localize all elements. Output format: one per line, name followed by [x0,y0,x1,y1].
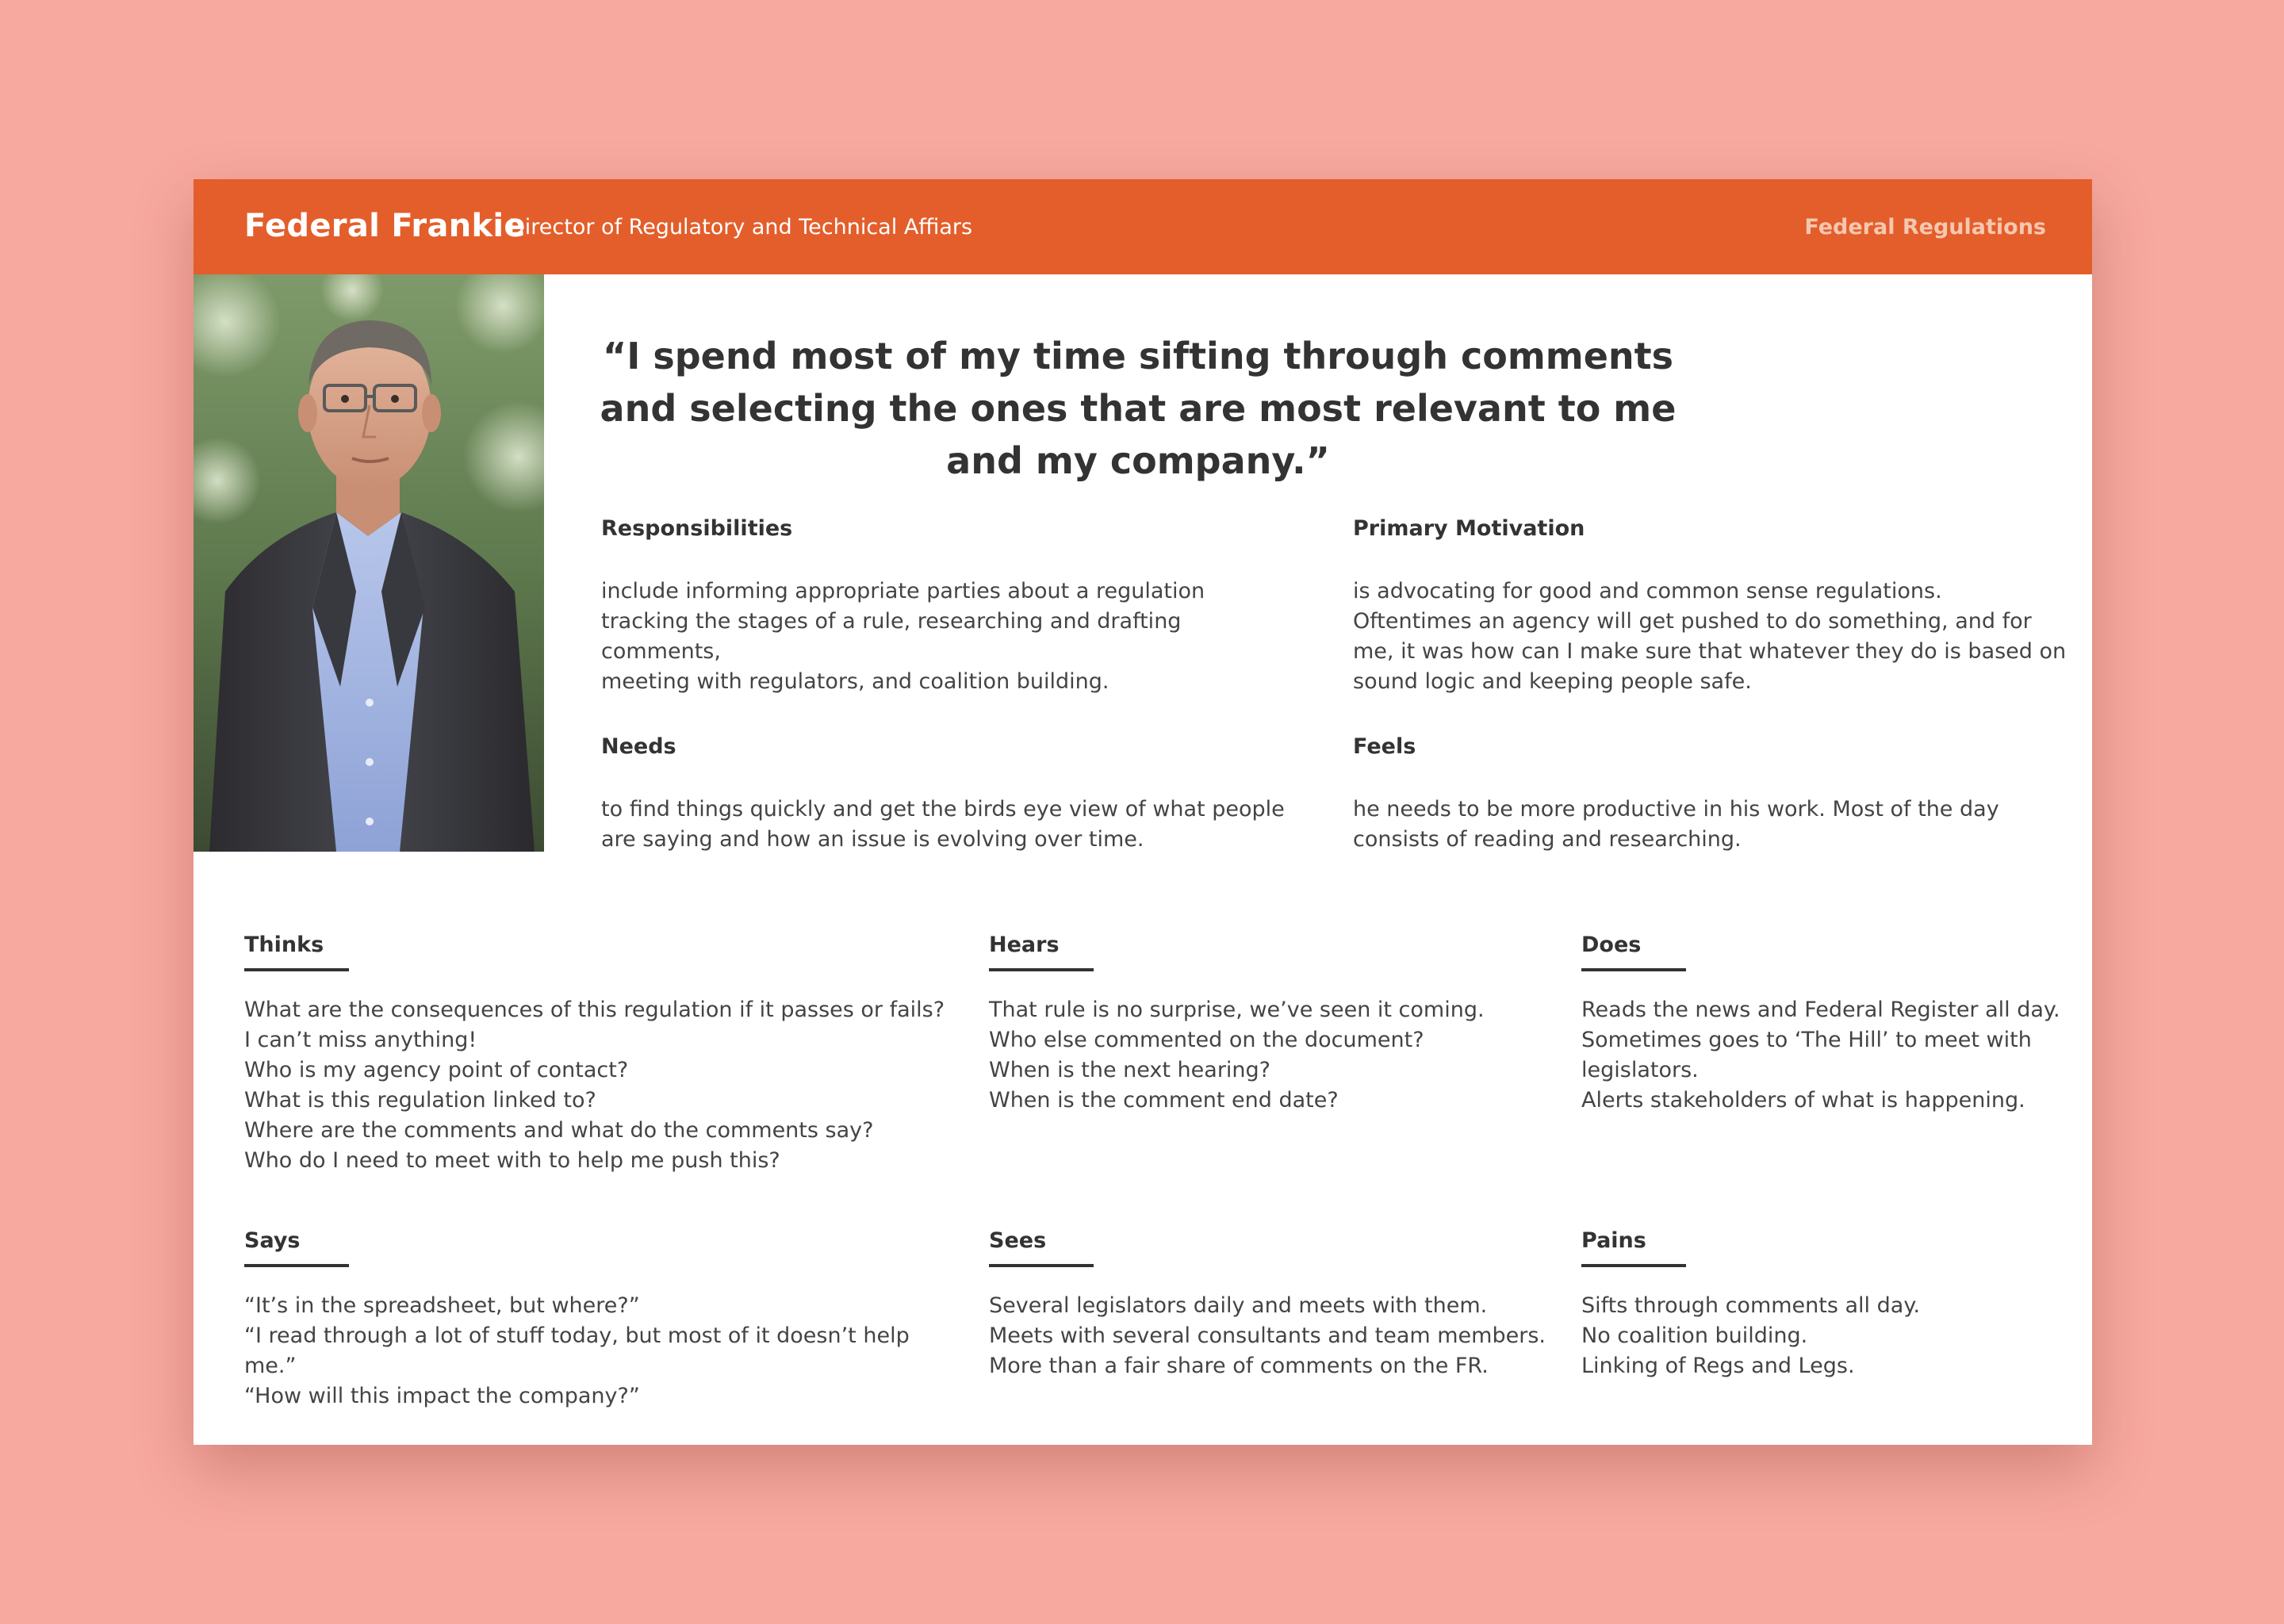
title-underline [1581,968,1686,971]
needs-body [601,795,1299,855]
body-line: Sometimes goes to ‘The Hill’ to meet with [1581,1028,2032,1052]
body-line: I can’t miss anything! [244,1028,477,1052]
body-line: Who do I need to meet with to help me push this? [244,1148,780,1173]
body-line: Who is my agency point of contact? [244,1058,629,1082]
body-line: When is the next hearing? [989,1058,1271,1082]
body-line: me, it was how can I make sure that whatever they do is based on [1353,639,2067,664]
title-underline [989,968,1094,971]
body-line: Meets with several consultants and team members. [989,1323,1546,1348]
sees-title: Sees [989,1228,1047,1253]
title-underline [244,968,349,971]
body-line: me.” [244,1354,297,1378]
does-section [1581,933,2073,1116]
body-line: consists of reading and researching. [1353,827,1742,852]
persona-role: Director of Regulatory and Technical Affiars [508,215,973,239]
body-line: Where are the comments and what do the comments say? [244,1118,874,1143]
feels-body [1353,795,2067,855]
body-line: More than a fair share of comments on the FR. [989,1354,1489,1378]
persona-photo [194,274,544,852]
needs-title: Needs [601,734,676,759]
hears-body [989,995,1560,1116]
body-line: to find things quickly and get the birds eye view of what people [601,797,1285,822]
pains-body [1581,1291,2073,1381]
body-line: legislators. [1581,1058,1699,1082]
body-line: Oftentimes an agency will get pushed to do something, and for [1353,609,2032,634]
body-line: What is this regulation linked to? [244,1088,596,1113]
body-line: No coalition building. [1581,1323,1808,1348]
feels-section [1353,734,2067,855]
pains-title: Pains [1581,1228,1646,1253]
says-section [244,1228,958,1411]
motivation-body [1353,576,2067,697]
body-line: Linking of Regs and Legs. [1581,1354,1855,1378]
body-line: “I read through a lot of stuff today, but most of it doesn’t help [244,1323,910,1348]
persona-card [194,179,2092,1445]
body-line: When is the comment end date? [989,1088,1339,1113]
body-line: is advocating for good and common sense regulations. [1353,579,1942,603]
hears-title: Hears [989,933,1060,957]
title-underline [244,1264,349,1267]
motivation-title: Primary Motivation [1353,516,1585,541]
body-line: tracking the stages of a rule, researching and drafting comments, [601,609,1182,664]
responsibilities-title: Responsibilities [601,516,793,541]
body-line: Reads the news and Federal Register all day. [1581,998,2060,1022]
body-line: Sifts through comments all day. [1581,1293,1921,1318]
body-line: include informing appropriate parties about a regulation [601,579,1205,603]
needs-section [601,734,1299,855]
sees-body [989,1291,1560,1381]
motivation-section [1353,516,2067,697]
pains-section [1581,1228,2073,1381]
sees-section [989,1228,1560,1381]
persona-name: Federal Frankie [244,208,526,244]
does-body [1581,995,2073,1116]
thinks-body [244,995,958,1176]
body-line: That rule is no surprise, we’ve seen it coming. [989,998,1485,1022]
feels-title: Feels [1353,734,1416,759]
body-line: sound logic and keeping people safe. [1353,669,1752,694]
body-line: “It’s in the spreadsheet, but where?” [244,1293,640,1318]
hears-section [989,933,1560,1116]
body-line: “How will this impact the company?” [244,1384,640,1408]
says-title: Says [244,1228,301,1253]
title-underline [1581,1264,1686,1267]
responsibilities-section [601,516,1299,697]
persona-quote: “I spend most of my time sifting through comments and selecting the ones that are most relevant to me and my company.” [600,335,1677,482]
persona-header [194,179,2092,274]
responsibilities-body [601,576,1299,697]
body-line: What are the consequences of this regulation if it passes or fails? [244,998,945,1022]
body-line: Who else commented on the document? [989,1028,1424,1052]
does-title: Does [1581,933,1642,957]
body-line: Several legislators daily and meets with them. [989,1293,1488,1318]
body-line: he needs to be more productive in his work. Most of the day [1353,797,1999,822]
body-line: meeting with regulators, and coalition building. [601,669,1109,694]
says-body [244,1291,958,1411]
body-line: are saying and how an issue is evolving over time. [601,827,1144,852]
body-line: Alerts stakeholders of what is happening. [1581,1088,2025,1113]
category-link[interactable]: Federal Regulations [1804,215,2046,239]
thinks-title: Thinks [244,933,324,957]
thinks-section [244,933,958,1176]
title-underline [989,1264,1094,1267]
